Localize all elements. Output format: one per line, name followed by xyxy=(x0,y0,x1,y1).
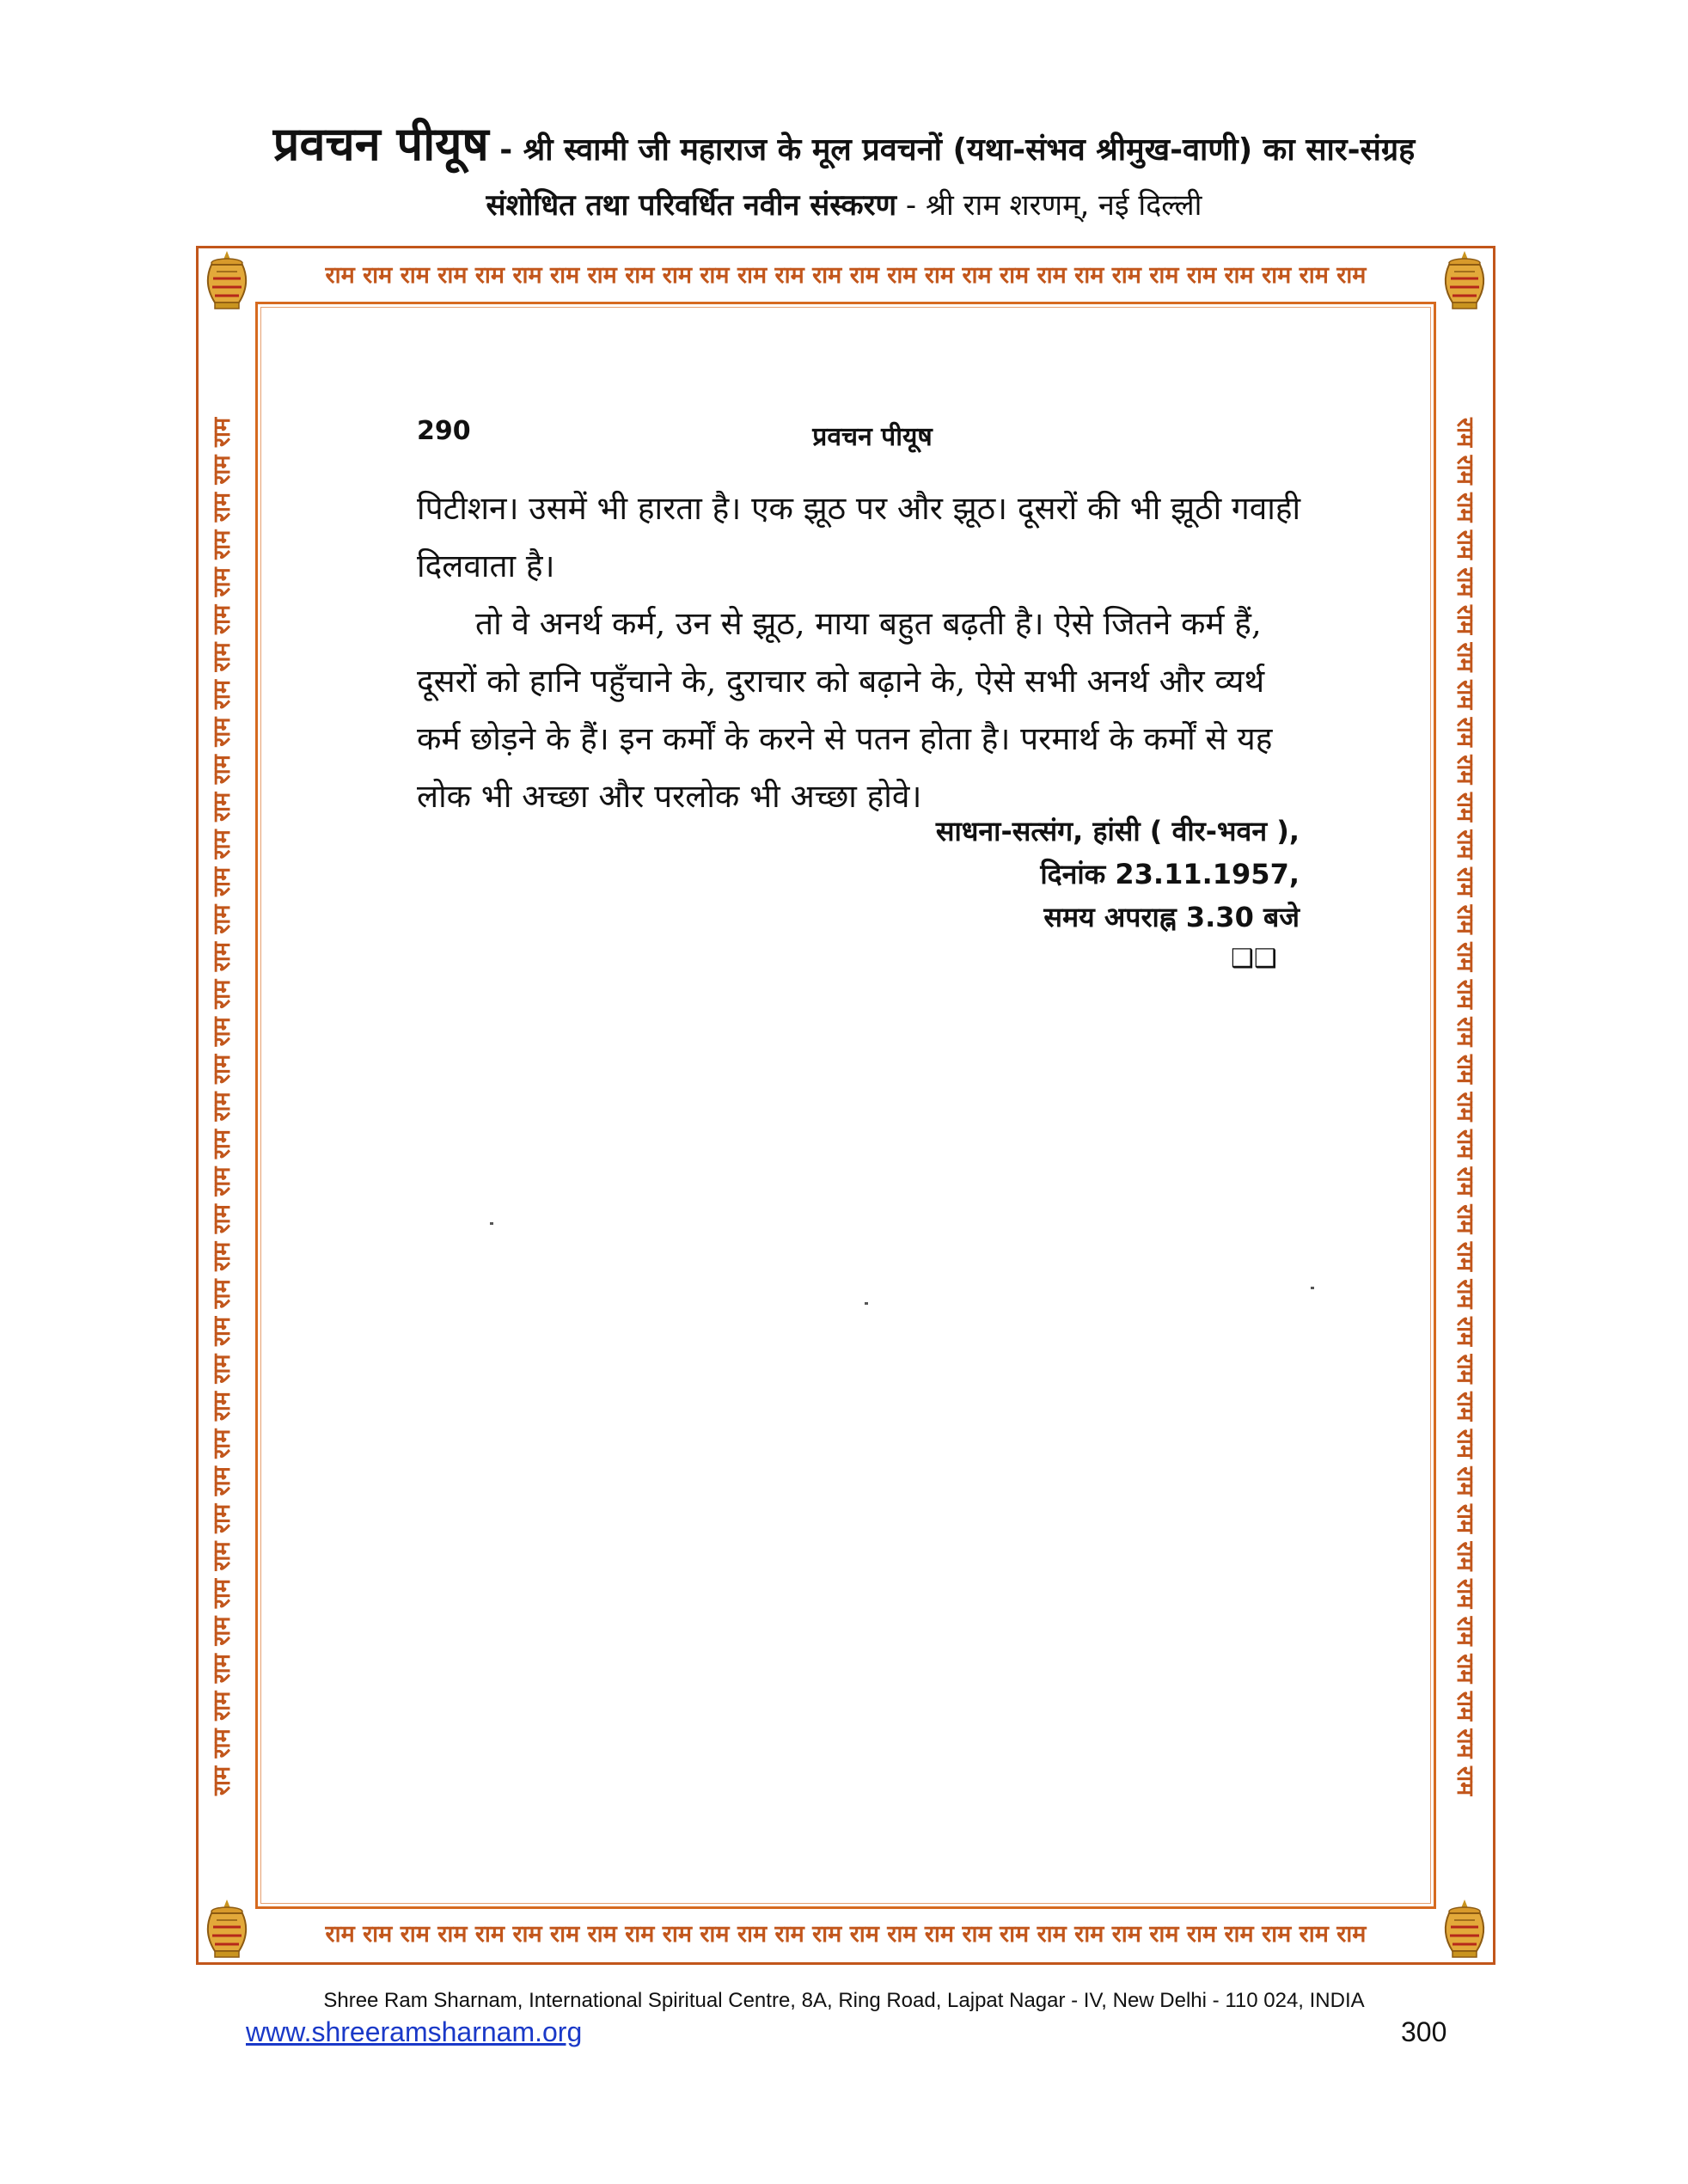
scan-speck xyxy=(865,1302,868,1305)
kalash-icon xyxy=(199,1898,254,1960)
scan-page-number: 290 xyxy=(417,416,471,446)
header-title xyxy=(0,110,1688,174)
kalash-icon xyxy=(1437,1898,1492,1960)
ram-border-right: राम राम राम राम राम राम राम राम राम राम राम राम राम राम राम राम राम राम राम राम राम राम राम राम राम राम राम राम राम राम राम राम राम राम राम राम राम xyxy=(1452,417,1478,1796)
header-edition xyxy=(0,184,1688,223)
kalash-icon xyxy=(199,249,254,311)
signature-time: समय अपराह्न 3.30 बजे xyxy=(1043,901,1300,933)
kalash-icon xyxy=(1437,249,1492,311)
paragraph-1: पिटीशन। उसमें भी हारता है। एक झूठ पर और झूठ। दूसरों की भी झूठी गवाही दिलवाता है। xyxy=(417,490,1301,584)
ram-border-top: राम राम राम राम राम राम राम राम राम राम राम राम राम राम राम राम राम राम राम राम राम राम राम राम राम राम राम राम xyxy=(325,262,1367,289)
header-edition-rest: - श्री राम शरणम्, नई दिल्ली xyxy=(896,188,1202,223)
end-mark: ❑❑ xyxy=(1231,944,1277,974)
paragraph-2: तो वे अनर्थ कर्म, उन से झूठ, माया बहुत बढ़ती है। ऐसे जितने कर्म हैं, दूसरों को हानि पहुँचाने के, दुराचार को बढ़ाने के, ऐसे सभी अनर्थ और व्यर्थ कर्म छोड़ने के हैं। इन कर्मों के करने से पतन होता है। परमार्थ के कर्मों से यह लोक भी अच्छा और परलोक भी अच्छा होवे। xyxy=(417,605,1273,815)
website-link[interactable]: www.shreeramsharnam.org xyxy=(246,2016,583,2047)
ram-border-bottom: राम राम राम राम राम राम राम राम राम राम राम राम राम राम राम राम राम राम राम राम राम राम राम राम राम राम राम राम xyxy=(325,1921,1367,1948)
scan-speck xyxy=(1311,1287,1314,1289)
footer-address: Shree Ram Sharnam, International Spiritual Centre, 8A, Ring Road, Lajpat Nagar - IV, New Delhi - 110 024, INDIA xyxy=(323,1989,1365,2012)
scan-book-title: प्रवचन पीयूष xyxy=(812,422,933,452)
signature-date: दिनांक 23.11.1957, xyxy=(1040,858,1300,890)
header-title-main: प्रवचन पीयूष xyxy=(272,117,489,171)
signature-place: साधना-सत्संग, हांसी ( वीर-भवन ), xyxy=(935,815,1300,847)
scan-speck xyxy=(490,1222,493,1225)
header-title-rest: - श्री स्वामी जी महाराज के मूल प्रवचनों (यथा-संभव श्रीमुख-वाणी) का सार-संग्रह xyxy=(488,132,1416,168)
ram-border-left: राम राम राम राम राम राम राम राम राम राम राम राम राम राम राम राम राम राम राम राम राम राम राम राम राम राम राम राम राम राम राम राम राम राम राम राम राम xyxy=(209,417,235,1796)
header-edition-bold: संशोधित तथा परिवर्धित नवीन संस्करण xyxy=(486,188,897,223)
footer-page-number: 300 xyxy=(1401,2016,1447,2047)
